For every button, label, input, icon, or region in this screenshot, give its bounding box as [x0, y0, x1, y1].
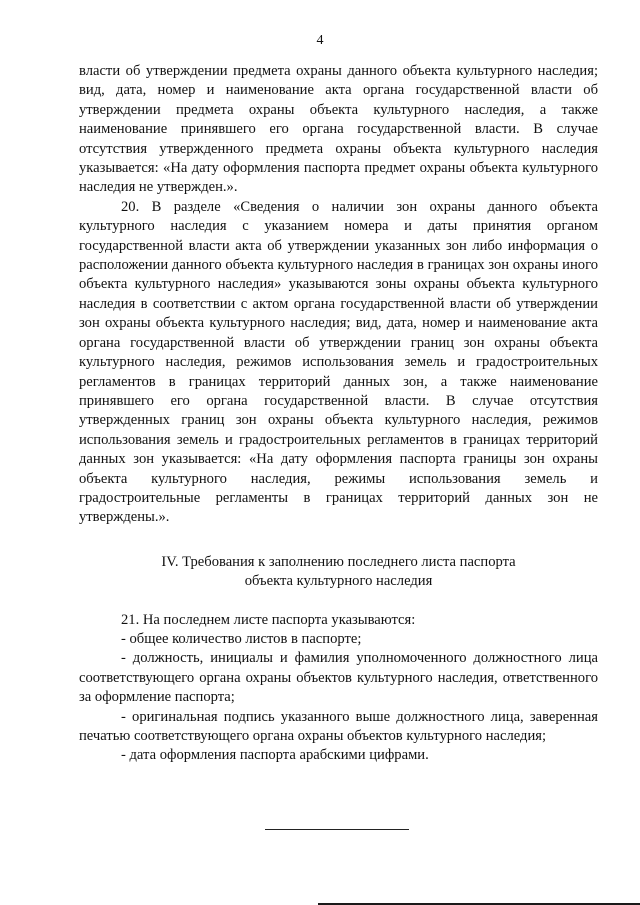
section-heading-line-1: IV. Требования к заполнению последнего листа паспорта	[161, 553, 516, 570]
section-heading-line-2: объекта культурного наследия	[244, 573, 433, 590]
document-body	[79, 62, 598, 766]
list-item: - дата оформления паспорта арабскими цифрами.	[121, 747, 429, 764]
paragraph-21: 21. На последнем листе паспорта указываются:	[121, 611, 416, 628]
paragraph-continued: власти об утверждении предмета охраны данного объекта культурного наследия; вид, дата, номер и наименование акта органа государственной власти об утверждении предмета охраны объекта культурного наследия, а также наименование принявшего его органа государственной власти. В случае отсутствия утвержденного предмета охраны объекта культурного наследия указывается: «На дату оформления паспорта предмет охраны объекта культурного наследия не утвержден.».	[79, 63, 598, 196]
list-item: - должность, инициалы и фамилия уполномоченного должностного лица соответствующего органа охраны объектов культурного наследия, ответственного за оформление паспорта;	[79, 650, 598, 706]
page-number: 4	[316, 33, 324, 48]
end-divider	[265, 829, 409, 830]
list-item: - оригинальная подпись указанного выше должностного лица, заверенная печатью соответствующего органа охраны объектов культурного наследия;	[79, 708, 598, 744]
list-item: - общее количество листов в паспорте;	[121, 630, 362, 647]
paragraph-20: 20. В разделе «Сведения о наличии зон охраны данного объекта культурного наследия с указанием номера и даты принятия органом государственной власти акта об утверждении указанных зон либо информация о расположении данного объекта культурного наследия в границах зон охраны иного объекта культурного наследия» указываются зоны охраны объекта культурного наследия в соответствии с актом органа государственной власти об утверждении зон охраны объекта культурного наследия; вид, дата, номер и наименование акта органа государственной власти об утверждении границ зон охраны объекта культурного наследия, режимов использования земель и градостроительных регламентов в границах территорий данных зон, а также наименование принявшего его органа государственной власти. В случае отсутствия утвержденных границ зон охраны объекта культурного наследия, режимов использования земель и градостроительных регламентов в границах территорий данных зон указывается: «На дату оформления паспорта границы зон охраны объекта культурного наследия, режимы использования земель и градостроительные регламенты в границах территорий данных зон не утверждены.».	[79, 198, 598, 526]
section-heading	[79, 553, 598, 592]
